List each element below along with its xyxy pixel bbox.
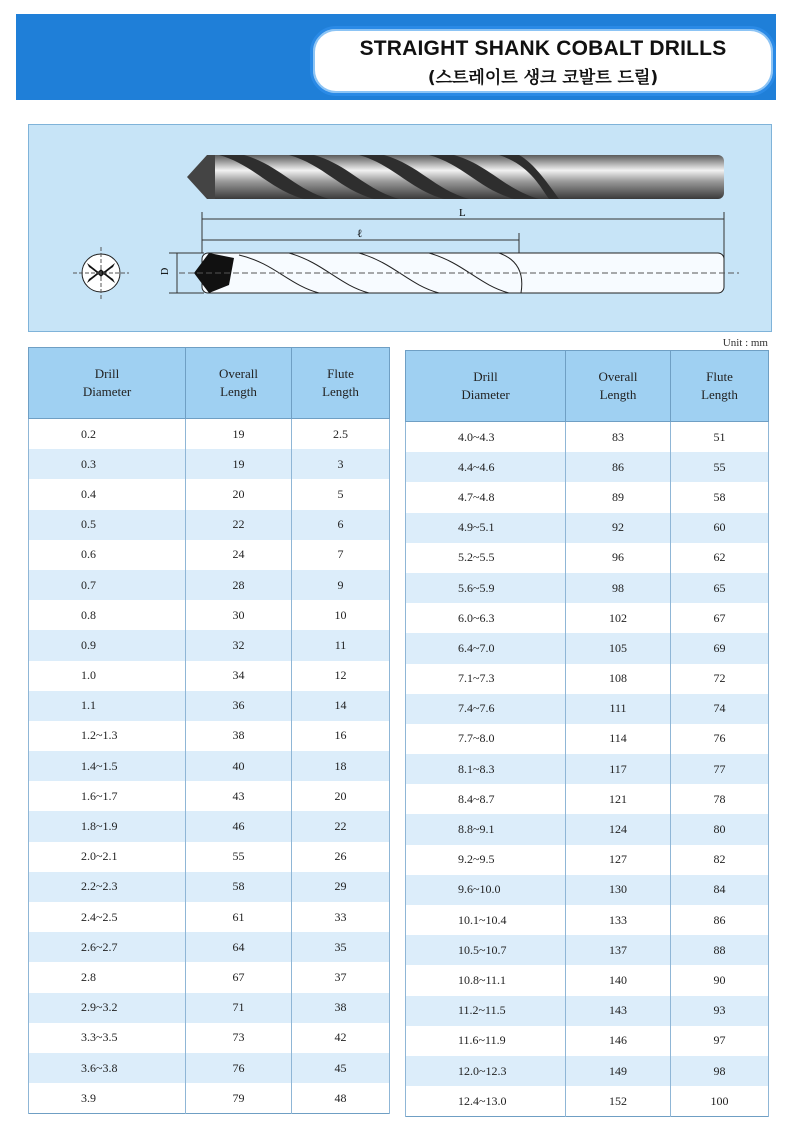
flute-length-label: ℓ <box>357 228 363 240</box>
drill-diameter-cell: 2.2~2.3 <box>29 872 186 902</box>
overall-length-cell: 46 <box>186 811 292 841</box>
drill-diameter-cell: 0.6 <box>29 540 186 570</box>
table-row <box>29 661 390 691</box>
table-row <box>406 694 769 724</box>
table-row <box>29 600 390 630</box>
overall-length-cell: 36 <box>186 691 292 721</box>
flute-length-cell: 62 <box>671 543 769 573</box>
overall-length-cell: 73 <box>186 1023 292 1053</box>
drill-diameter-cell: 0.9 <box>29 630 186 660</box>
table-row <box>406 814 769 844</box>
overall-length-cell: 19 <box>186 449 292 479</box>
column-header-overall-length: Overall Length <box>186 348 292 419</box>
drill-diameter-cell: 0.3 <box>29 449 186 479</box>
drill-diameter-cell: 6.4~7.0 <box>406 633 566 663</box>
drill-diameter-cell: 11.2~11.5 <box>406 996 566 1026</box>
flute-length-cell: 16 <box>292 721 390 751</box>
table-row <box>406 603 769 633</box>
table-row <box>406 1026 769 1056</box>
table-row <box>29 1053 390 1083</box>
flute-length-cell: 10 <box>292 600 390 630</box>
spec-table-left <box>28 347 390 1114</box>
drill-diameter-cell: 1.8~1.9 <box>29 811 186 841</box>
drill-diameter-cell: 8.8~9.1 <box>406 814 566 844</box>
drill-illustration-panel <box>28 124 772 332</box>
table-row <box>29 570 390 600</box>
table-row <box>406 724 769 754</box>
overall-length-cell: 117 <box>566 754 671 784</box>
overall-length-cell: 19 <box>186 419 292 450</box>
table-row <box>29 872 390 902</box>
page-subtitle-korean: (스트레이트 생크 코발트 드릴) <box>427 68 659 88</box>
overall-length-cell: 124 <box>566 814 671 844</box>
overall-length-cell: 127 <box>566 845 671 875</box>
drill-diameter-cell: 9.6~10.0 <box>406 875 566 905</box>
flute-length-cell: 82 <box>671 845 769 875</box>
drill-diameter-cell: 11.6~11.9 <box>406 1026 566 1056</box>
column-header-drill-diameter: Drill Diameter <box>406 351 566 422</box>
overall-length-cell: 64 <box>186 932 292 962</box>
drill-diameter-cell: 0.5 <box>29 510 186 540</box>
table-row <box>29 479 390 509</box>
overall-length-cell: 137 <box>566 935 671 965</box>
overall-length-cell: 22 <box>186 510 292 540</box>
drill-diameter-cell: 4.9~5.1 <box>406 513 566 543</box>
table-row <box>406 513 769 543</box>
overall-length-cell: 79 <box>186 1083 292 1114</box>
table-row <box>406 482 769 512</box>
table-row <box>29 842 390 872</box>
table-row <box>406 875 769 905</box>
flute-length-cell: 84 <box>671 875 769 905</box>
flute-length-cell: 2.5 <box>292 419 390 450</box>
overall-length-cell: 92 <box>566 513 671 543</box>
drill-diameter-cell: 10.1~10.4 <box>406 905 566 935</box>
overall-length-cell: 58 <box>186 872 292 902</box>
drill-diameter-cell: 3.6~3.8 <box>29 1053 186 1083</box>
title-box <box>310 26 776 96</box>
overall-length-cell: 102 <box>566 603 671 633</box>
drill-diameter-cell: 0.7 <box>29 570 186 600</box>
overall-length-cell: 105 <box>566 633 671 663</box>
flute-length-cell: 29 <box>292 872 390 902</box>
table-row <box>406 905 769 935</box>
flute-length-cell: 60 <box>671 513 769 543</box>
drill-diameter-cell: 12.4~13.0 <box>406 1086 566 1117</box>
drill-diameter-cell: 2.8 <box>29 962 186 992</box>
drill-diameter-cell: 7.4~7.6 <box>406 694 566 724</box>
table-row <box>406 1056 769 1086</box>
table-row <box>29 902 390 932</box>
table-row <box>29 751 390 781</box>
table-row <box>29 962 390 992</box>
drill-photo <box>187 155 724 199</box>
drill-diameter-cell: 0.2 <box>29 419 186 450</box>
flute-length-cell: 74 <box>671 694 769 724</box>
page-title: STRAIGHT SHANK COBALT DRILLS <box>359 37 727 60</box>
table-row <box>406 754 769 784</box>
table-row <box>29 630 390 660</box>
drill-diameter-cell: 4.7~4.8 <box>406 482 566 512</box>
drill-diagram <box>29 125 771 331</box>
flute-length-cell: 51 <box>671 422 769 453</box>
drill-diameter-cell: 10.5~10.7 <box>406 935 566 965</box>
flute-length-cell: 7 <box>292 540 390 570</box>
table-row <box>29 449 390 479</box>
table-row <box>406 996 769 1026</box>
drill-diameter-cell: 2.6~2.7 <box>29 932 186 962</box>
drill-diameter-cell: 0.4 <box>29 479 186 509</box>
flute-length-cell: 78 <box>671 784 769 814</box>
table-row <box>406 784 769 814</box>
table-row <box>406 573 769 603</box>
flute-length-cell: 35 <box>292 932 390 962</box>
table-row <box>29 781 390 811</box>
drill-diameter-cell: 5.6~5.9 <box>406 573 566 603</box>
flute-length-cell: 98 <box>671 1056 769 1086</box>
overall-length-cell: 96 <box>566 543 671 573</box>
overall-length-cell: 98 <box>566 573 671 603</box>
column-header-flute-length: Flute Length <box>292 348 390 419</box>
drill-diameter-cell: 4.0~4.3 <box>406 422 566 453</box>
drill-diameter-cell: 2.4~2.5 <box>29 902 186 932</box>
flute-length-cell: 77 <box>671 754 769 784</box>
overall-length-cell: 89 <box>566 482 671 512</box>
overall-length-cell: 20 <box>186 479 292 509</box>
drill-diameter-cell: 2.9~3.2 <box>29 993 186 1023</box>
drill-diameter-cell: 3.9 <box>29 1083 186 1114</box>
table-row <box>29 1023 390 1053</box>
overall-length-cell: 71 <box>186 993 292 1023</box>
table-row <box>406 845 769 875</box>
drill-diameter-cell: 5.2~5.5 <box>406 543 566 573</box>
unit-label: Unit : mm <box>722 337 768 349</box>
overall-length-cell: 108 <box>566 664 671 694</box>
drill-diameter-cell: 2.0~2.1 <box>29 842 186 872</box>
overall-length-cell: 83 <box>566 422 671 453</box>
drill-diameter-cell: 1.2~1.3 <box>29 721 186 751</box>
drill-diameter-cell: 1.1 <box>29 691 186 721</box>
flute-length-cell: 76 <box>671 724 769 754</box>
flute-length-cell: 12 <box>292 661 390 691</box>
flute-length-cell: 26 <box>292 842 390 872</box>
flute-length-cell: 11 <box>292 630 390 660</box>
flute-length-cell: 14 <box>292 691 390 721</box>
flute-length-cell: 33 <box>292 902 390 932</box>
table-row <box>406 1086 769 1117</box>
flute-length-cell: 88 <box>671 935 769 965</box>
flute-length-cell: 55 <box>671 452 769 482</box>
table-row <box>406 452 769 482</box>
table-row <box>406 543 769 573</box>
overall-length-cell: 61 <box>186 902 292 932</box>
column-header-drill-diameter: Drill Diameter <box>29 348 186 419</box>
table-row <box>29 721 390 751</box>
overall-length-cell: 152 <box>566 1086 671 1117</box>
flute-length-cell: 18 <box>292 751 390 781</box>
table-row <box>29 993 390 1023</box>
flute-length-cell: 69 <box>671 633 769 663</box>
table-row <box>406 633 769 663</box>
overall-length-cell: 34 <box>186 661 292 691</box>
table-row <box>29 691 390 721</box>
overall-length-cell: 121 <box>566 784 671 814</box>
overall-length-cell: 143 <box>566 996 671 1026</box>
drill-diameter-cell: 9.2~9.5 <box>406 845 566 875</box>
drill-diameter-cell: 3.3~3.5 <box>29 1023 186 1053</box>
flute-length-cell: 86 <box>671 905 769 935</box>
drill-line-drawing <box>179 253 739 293</box>
overall-length-cell: 67 <box>186 962 292 992</box>
drill-diameter-cell: 1.0 <box>29 661 186 691</box>
drill-diameter-cell: 10.8~11.1 <box>406 965 566 995</box>
overall-length-cell: 38 <box>186 721 292 751</box>
flute-length-cell: 72 <box>671 664 769 694</box>
flute-length-cell: 97 <box>671 1026 769 1056</box>
flute-length-cell: 80 <box>671 814 769 844</box>
table-row <box>406 935 769 965</box>
overall-length-cell: 133 <box>566 905 671 935</box>
overall-length-cell: 43 <box>186 781 292 811</box>
flute-length-cell: 5 <box>292 479 390 509</box>
overall-length-cell: 28 <box>186 570 292 600</box>
drill-diameter-cell: 7.7~8.0 <box>406 724 566 754</box>
flute-length-cell: 100 <box>671 1086 769 1117</box>
drill-diameter-cell: 1.4~1.5 <box>29 751 186 781</box>
flute-length-cell: 67 <box>671 603 769 633</box>
overall-length-cell: 146 <box>566 1026 671 1056</box>
drill-diameter-cell: 8.1~8.3 <box>406 754 566 784</box>
overall-length-cell: 111 <box>566 694 671 724</box>
flute-length-cell: 90 <box>671 965 769 995</box>
length-L-label: L <box>459 207 466 219</box>
drill-diameter-cell: 7.1~7.3 <box>406 664 566 694</box>
table-row <box>406 965 769 995</box>
table-row <box>29 932 390 962</box>
flute-length-cell: 93 <box>671 996 769 1026</box>
spec-table-right <box>405 350 769 1117</box>
overall-length-cell: 32 <box>186 630 292 660</box>
overall-length-cell: 55 <box>186 842 292 872</box>
overall-length-cell: 76 <box>186 1053 292 1083</box>
drill-diameter-cell: 0.8 <box>29 600 186 630</box>
table-row <box>29 510 390 540</box>
drill-diameter-cell: 8.4~8.7 <box>406 784 566 814</box>
table-row <box>406 664 769 694</box>
table-row <box>406 422 769 453</box>
overall-length-cell: 86 <box>566 452 671 482</box>
drill-end-view <box>73 247 129 299</box>
flute-length-cell: 58 <box>671 482 769 512</box>
flute-length-cell: 37 <box>292 962 390 992</box>
overall-length-cell: 30 <box>186 600 292 630</box>
drill-diameter-cell: 6.0~6.3 <box>406 603 566 633</box>
overall-length-cell: 114 <box>566 724 671 754</box>
flute-length-cell: 38 <box>292 993 390 1023</box>
overall-length-cell: 140 <box>566 965 671 995</box>
flute-length-cell: 42 <box>292 1023 390 1053</box>
table-row <box>29 811 390 841</box>
drill-diameter-cell: 12.0~12.3 <box>406 1056 566 1086</box>
flute-length-cell: 22 <box>292 811 390 841</box>
table-row <box>29 419 390 450</box>
overall-length-cell: 149 <box>566 1056 671 1086</box>
overall-length-cell: 24 <box>186 540 292 570</box>
column-header-overall-length: Overall Length <box>566 351 671 422</box>
flute-length-cell: 9 <box>292 570 390 600</box>
flute-length-cell: 48 <box>292 1083 390 1114</box>
flute-length-cell: 65 <box>671 573 769 603</box>
overall-length-cell: 40 <box>186 751 292 781</box>
table-row <box>29 1083 390 1114</box>
overall-length-cell: 130 <box>566 875 671 905</box>
diameter-D-label: D <box>160 267 171 275</box>
flute-length-cell: 45 <box>292 1053 390 1083</box>
column-header-flute-length: Flute Length <box>671 351 769 422</box>
flute-length-cell: 3 <box>292 449 390 479</box>
flute-length-cell: 6 <box>292 510 390 540</box>
table-row <box>29 540 390 570</box>
flute-length-cell: 20 <box>292 781 390 811</box>
drill-diameter-cell: 4.4~4.6 <box>406 452 566 482</box>
drill-diameter-cell: 1.6~1.7 <box>29 781 186 811</box>
